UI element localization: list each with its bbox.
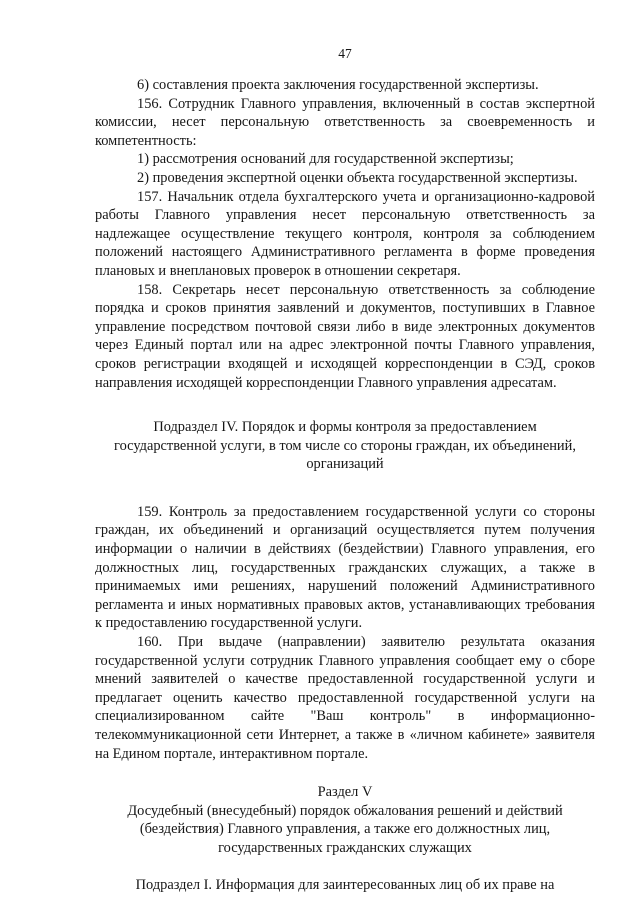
paragraph: 160. При выдаче (направлении) заявителю результата оказания государственной услуги сотрудник Главного управления сообщает ему о сборе мнений заявителей о качестве предоставленной государственной услуги и предлагает оценить качество предоставленной государственной услуги на специализированном сайте "Ваш контроль" в информационно-телекоммуникационной сети Интернет, а также в «личном кабинете» заявителя на Едином портале, интерактивном портале. bbox=[95, 634, 595, 762]
paragraph: 2) проведения экспертной оценки объекта государственной экспертизы. bbox=[137, 169, 578, 186]
paragraph: 1) рассмотрения оснований для государственной экспертизы; bbox=[137, 151, 514, 168]
heading-line: (бездействия) Главного управления, а также его должностных лиц, bbox=[139, 821, 551, 838]
page-number: 47 bbox=[338, 46, 352, 61]
document-body bbox=[95, 76, 595, 894]
heading-line: организаций bbox=[306, 456, 384, 473]
paragraph: 157. Начальник отдела бухгалтерского учета и организационно-кадровой работы Главного управления несет персональную ответственность за надлежащее осуществление текущего контроля, контроля за соблюдением положений настоящего Административного регламента в форме проведения плановых и внеплановых проверок в отношении секретаря. bbox=[95, 188, 595, 279]
heading-line: Досудебный (внесудебный) порядок обжалования решений и действий bbox=[127, 802, 563, 819]
heading-line: Раздел V bbox=[317, 784, 373, 801]
subsection-i-heading bbox=[95, 876, 595, 895]
heading-line: государственных гражданских служащих bbox=[218, 839, 472, 856]
heading-line: Подраздел I. Информация для заинтересованных лиц об их праве на bbox=[135, 876, 555, 893]
heading-line: Подраздел IV. Порядок и формы контроля за предоставлением bbox=[153, 419, 537, 436]
subsection-iv-heading bbox=[95, 418, 595, 474]
heading-line: государственной услуги, в том числе со стороны граждан, их объединений, bbox=[114, 437, 576, 454]
paragraph: 156. Сотрудник Главного управления, включенный в состав экспертной комиссии, несет персональную ответственность за своевременность и компетентность: bbox=[95, 95, 595, 149]
paragraph: 159. Контроль за предоставлением государственной услуги со стороны граждан, их объединений и организаций осуществляется путем получения информации о наличии в действиях (бездействии) Главного управления, его должностных лиц, государственных гражданских служащих, а также в принимаемых ими решениях, нарушений положений Административного регламента и иных нормативных правовых актов, устанавливающих требования к предоставлению государственной услуги. bbox=[95, 503, 595, 632]
paragraph: 6) составления проекта заключения государственной экспертизы. bbox=[137, 77, 539, 93]
paragraph: 158. Секретарь несет персональную ответственность за соблюдение порядка и сроков принятия заявлений и документов, поступивших в Главное управление посредством почтовой связи либо в виде электронных документов через Единый портал или на адрес электронной почты Главного управления, сроков регистрации входящей и исходящей корреспонденции в СЭД, сроков направления исходящей корреспонденции Главного управления адресатам. bbox=[95, 281, 595, 391]
section-v-heading bbox=[95, 783, 595, 857]
